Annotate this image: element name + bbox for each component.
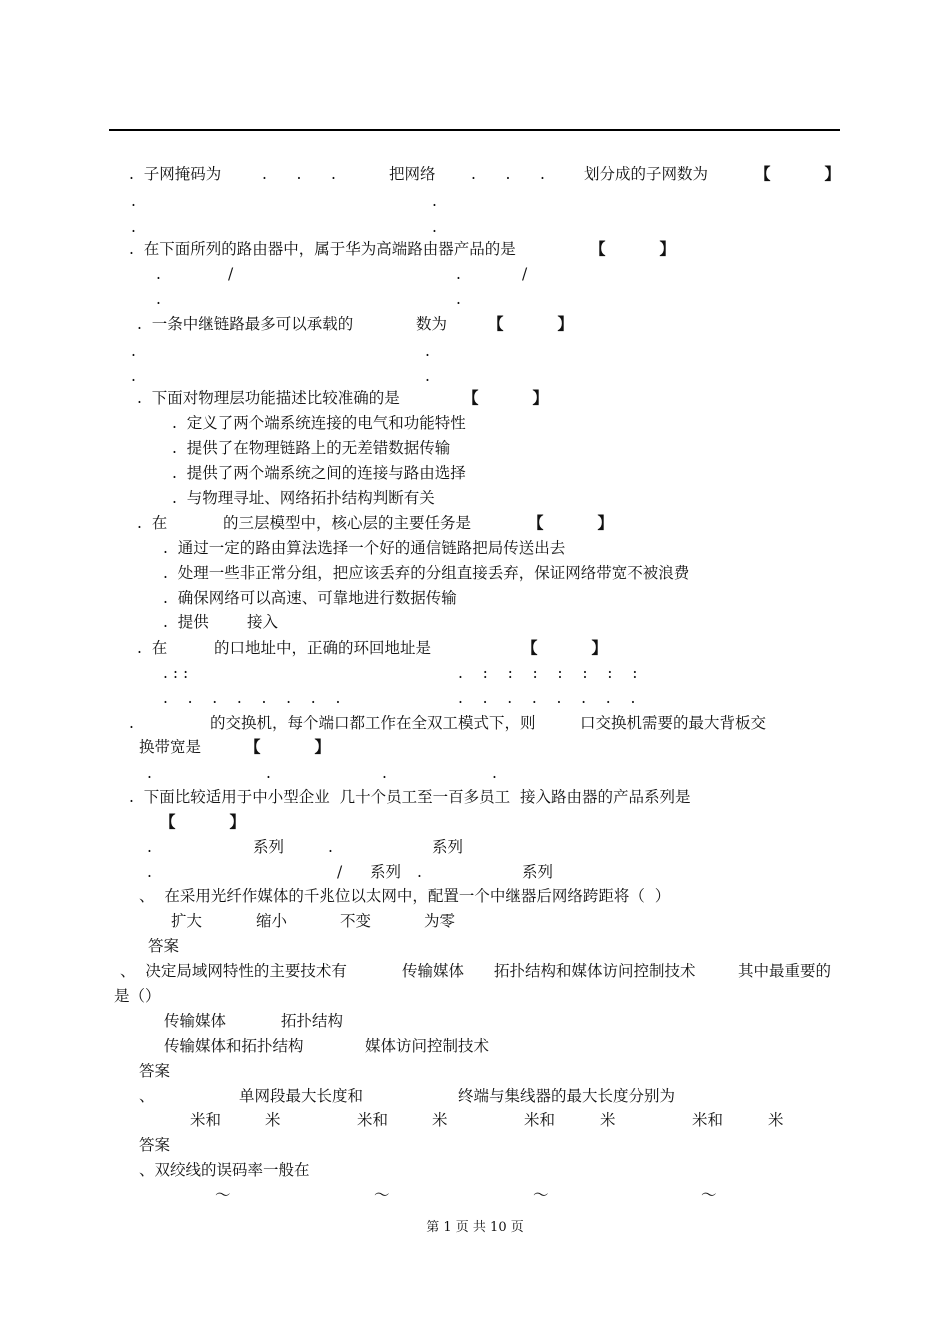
q2-option-a: . [156,265,161,283]
q6-option-a: . : : [163,664,189,682]
q8-stem: . 下面比较适用于中小型企业 几十个员工至一百多员工 接入路由器的产品系列是 [129,788,691,806]
q1-dots-2: . . . [471,165,545,183]
q7-option-c: . [382,764,387,782]
q3-stem-b: 数为 [416,315,448,333]
q7-bracket: 【 】 [245,737,330,756]
q8-option-d-series: 系列 [522,863,554,881]
q11-option-b-2: 米 [432,1111,448,1129]
q11-stem-a: 、 [139,1087,155,1105]
q12-stem: 、双绞线的误码率一般在 [139,1161,310,1179]
q12-option-a: ～ [215,1186,231,1204]
q4-stem: . 下面对物理层功能描述比较准确的是 [137,389,400,407]
q10-option-a: 传输媒体 [164,1012,227,1030]
q11-option-d-2: 米 [768,1111,784,1129]
q6-stem-a: . 在 [137,639,168,657]
q11-option-b-1: 米和 [357,1111,389,1129]
q9-option-b: 缩小 [256,912,288,930]
q6-option-b: . : : : : : : : [458,664,638,682]
q8-option-b: . [328,838,333,856]
q8-option-a-series: 系列 [253,838,285,856]
q4-option-d: . 与物理寻址、网络拓扑结构判断有关 [172,489,435,507]
q1-option-b: . [432,192,437,210]
q10-stem-a: 、 决定局域网特性的主要技术有 [120,962,347,980]
q1-bracket: 【 】 [755,164,840,183]
q5-option-d-b: 接入 [247,613,279,631]
q2-option-c: . [156,290,161,308]
q11-option-a-1: 米和 [190,1111,222,1129]
q6-option-d: . . . . . . . . [458,689,636,707]
q11-option-a-2: 米 [265,1111,281,1129]
q10-option-c: 传输媒体和拓扑结构 [164,1037,304,1055]
q9-option-c: 不变 [340,912,372,930]
q7-option-b: . [266,764,271,782]
q10-stem-d: 其中最重要的 [738,962,832,980]
page-footer: 第 1 页 共 10 页 [426,1220,524,1235]
q8-option-b-series: 系列 [432,838,464,856]
q3-stem-a: . 一条中继链路最多可以承载的 [137,315,354,333]
q10-option-d: 媒体访问控制技术 [365,1037,490,1055]
q7-stem-d: 换带宽是 [139,738,202,756]
q2-option-b-slash: / [522,265,528,283]
q3-option-d: . [425,367,430,385]
q5-option-a: . 通过一定的路由算法选择一个好的通信链路把局传送出去 [163,539,566,557]
q8-bracket: 【 】 [160,812,245,831]
q9-option-d: 为零 [424,912,456,930]
q6-stem-b: 的口地址中，正确的环回地址是 [214,639,432,657]
q4-option-b: . 提供了在物理链路上的无差错数据传输 [172,439,451,457]
q5-bracket: 【 】 [528,513,613,532]
q3-option-c: . [131,367,136,385]
q1-option-d: . [432,218,437,236]
q5-stem-a: . 在 [137,514,168,532]
q3-option-b: . [425,342,430,360]
q1-stem-c: 划分成的子网数为 [584,165,709,183]
q8-option-c: . [147,863,152,881]
q10-stem-b: 传输媒体 [402,962,465,980]
q1-stem-b: 把网络 [389,165,436,183]
q4-option-c: . 提供了两个端系统之间的连接与路由选择 [172,464,466,482]
q4-bracket: 【 】 [463,388,548,407]
q10-option-b: 拓扑结构 [281,1012,344,1030]
q9-stem: 、 在采用光纤作媒体的千兆位以太网中，配置一个中继器后网络跨距将（ ） [139,887,671,905]
q5-option-d-a: . 提供 [163,613,209,631]
q5-option-b: . 处理一些非正常分组，把应该丢弃的分组直接丢弃，保证网络带宽不被浪费 [163,564,690,582]
q3-bracket: 【 】 [488,314,573,333]
q9-option-a: 扩大 [171,912,203,930]
q7-stem-b: 的交换机，每个端口都工作在全双工模式下，则 [210,714,536,732]
q1-dots-1: . . . [262,165,336,183]
q10-stem-c: 拓扑结构和媒体访问控制技术 [494,962,696,980]
q12-option-b: ～ [374,1186,390,1204]
q12-option-d: ～ [701,1186,717,1204]
q11-option-c-1: 米和 [524,1111,556,1129]
q11-answer: 答案 [139,1136,171,1154]
q8-option-a: . [147,838,152,856]
q1-option-c: . [131,218,136,236]
q6-bracket: 【 】 [522,638,607,657]
q3-option-a: . [131,342,136,360]
q7-option-d: . [492,764,497,782]
q5-option-c: . 确保网络可以高速、可靠地进行数据传输 [163,589,457,607]
q10-answer: 答案 [139,1062,171,1080]
q7-option-a: . [147,764,152,782]
q8-option-c-slash: / [337,863,343,881]
q8-option-c-series: 系列 [370,863,402,881]
q12-option-c: ～ [533,1186,549,1204]
q9-answer: 答案 [148,937,180,955]
q2-option-b: . [456,265,461,283]
q7-stem-c: 口交换机需要的最大背板交 [580,714,767,732]
q4-option-a: . 定义了两个端系统连接的电气和功能特性 [172,414,466,432]
header-rule [109,129,840,131]
q5-stem-b: 的三层模型中，核心层的主要任务是 [223,514,472,532]
q11-stem-b: 单网段最大长度和 [239,1087,364,1105]
q7-stem-a: . [129,714,134,732]
q2-stem: . 在下面所列的路由器中，属于华为高端路由器产品的是 [129,240,516,258]
q11-stem-c: 终端与集线器的最大长度分别为 [458,1087,676,1105]
q2-option-a-slash: / [228,265,234,283]
q1-option-a: . [131,192,136,210]
q11-option-d-1: 米和 [692,1111,724,1129]
q10-stem-e: 是（） [114,987,161,1005]
q8-option-d: . [417,863,422,881]
q2-option-d: . [456,290,461,308]
q6-option-c: . . . . . . . . [163,689,341,707]
q11-option-c-2: 米 [600,1111,616,1129]
q2-bracket: 【 】 [590,239,675,258]
q1-stem-a: . 子网掩码为 [129,165,222,183]
